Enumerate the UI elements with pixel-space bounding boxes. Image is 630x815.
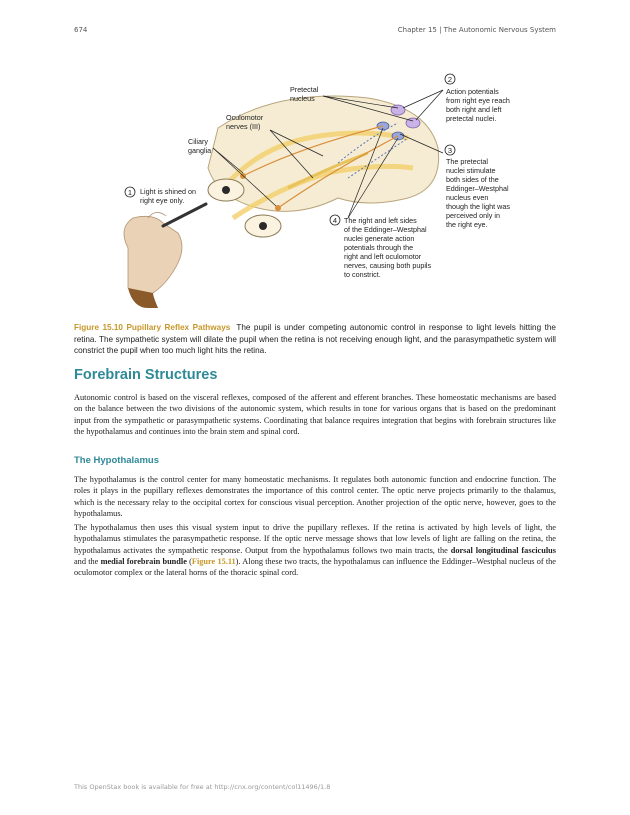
step4-number: 4 bbox=[332, 216, 338, 225]
page-number: 674 bbox=[74, 26, 88, 34]
label-oculomotor-nerves: Oculomotor nerves (III) bbox=[226, 113, 264, 131]
subsection-heading: The Hypothalamus bbox=[74, 455, 159, 466]
paragraph-hypothalamus-2: The hypothalamus then uses this visual system input to drive the pupillary reflexes. If the retina is activated by high levels of light, the hypothalamus stimulates the parasympathetic response. If the optic nerve message shows that low levels of light are falling on the retina, the hypothalamus activates the sympathetic response. Output from the hypothalamus follows two main tracts, the dorsal longitudinal fasciculus and the medial forebrain bundle (Figure 15.11). Along these two tracts, the hypothalamus can influence the Eddinger–Westphal nucleus of the oculomotor complex or the lateral horns of the thoracic spinal cord. bbox=[74, 523, 556, 578]
section-heading: Forebrain Structures bbox=[74, 367, 218, 383]
hand-glove bbox=[124, 216, 182, 295]
step4-text: The right and left sides of the Eddinger–Westphal nuclei generate action potentials through the right and left oculomotor nerves, causing both pupils to constrict. bbox=[344, 216, 432, 279]
label-pretectal-nucleus: Pretectal nucleus bbox=[290, 85, 319, 103]
right-pupil bbox=[259, 222, 267, 230]
step3-number: 3 bbox=[447, 146, 453, 155]
term-dorsal-longitudinal-fasciculus: dorsal longitudinal fasciculus bbox=[450, 545, 556, 555]
pupillary-reflex-figure bbox=[108, 68, 520, 308]
page-header bbox=[74, 26, 556, 38]
figure-caption bbox=[74, 322, 556, 357]
label-ciliary-ganglia: Ciliary ganglia bbox=[188, 137, 212, 155]
left-pupil bbox=[222, 186, 230, 194]
figure-crossref-link[interactable]: Figure 15.11 bbox=[191, 556, 236, 566]
caption-text: The pupil is under competing autonomic control in response to light levels hitting the retina. The sympathetic system will dilate the pupil when the retina is not receiving enough light, and the parasympathetic system will constrict the pupil when too much light hits the retina. bbox=[74, 323, 556, 355]
page-footer: This OpenStax book is available for free at http://cnx.org/content/col11496/1.8 bbox=[74, 783, 331, 791]
step2-text: Action potentials from right eye reach both right and left pretectal nuclei. bbox=[446, 87, 510, 123]
step3-text: The pretectal nuclei stimulate both sides of the Eddinger–Westphal nucleus even though the light was perceived only in the right eye. bbox=[446, 157, 510, 229]
step1-text: Light is shined on right eye only. bbox=[140, 187, 196, 205]
chapter-title: Chapter 15 | The Autonomic Nervous System bbox=[397, 26, 556, 34]
term-medial-forebrain-bundle: medial forebrain bundle bbox=[100, 556, 187, 566]
pretectal-nucleus-left bbox=[391, 105, 405, 115]
paragraph-hypothalamus-1: The hypothalamus is the control center for many homeostatic mechanisms. It regulates both autonomic function and endocrine function. The roles it plays in the pupillary reflexes demonstrates the importance of this control center. The optic nerve projects primarily to the thalamus, which is the necessary relay to the occipital cortex for conscious visual perception. Another projection of the optic nerve, however, goes to the hypothalamus. bbox=[74, 475, 556, 518]
figure-label: Figure 15.10 Pupillary Reflex Pathways bbox=[74, 323, 231, 332]
paragraph-forebrain: Autonomic control is based on the visceral reflexes, composed of the afferent and efferent branches. These homeostatic mechanisms are based on the balance between the two divisions of the autonomic system, which results in tone for various organs that is based on the predominant input from the sympathetic or parasympathetic systems. Coordinating that balance requires integration that begins with forebrain structures like the hypothalamus and continues into the brain stem and spinal cord. bbox=[74, 393, 556, 436]
step1-number: 1 bbox=[127, 188, 133, 197]
penlight bbox=[163, 204, 206, 226]
step2-number: 2 bbox=[447, 75, 453, 84]
